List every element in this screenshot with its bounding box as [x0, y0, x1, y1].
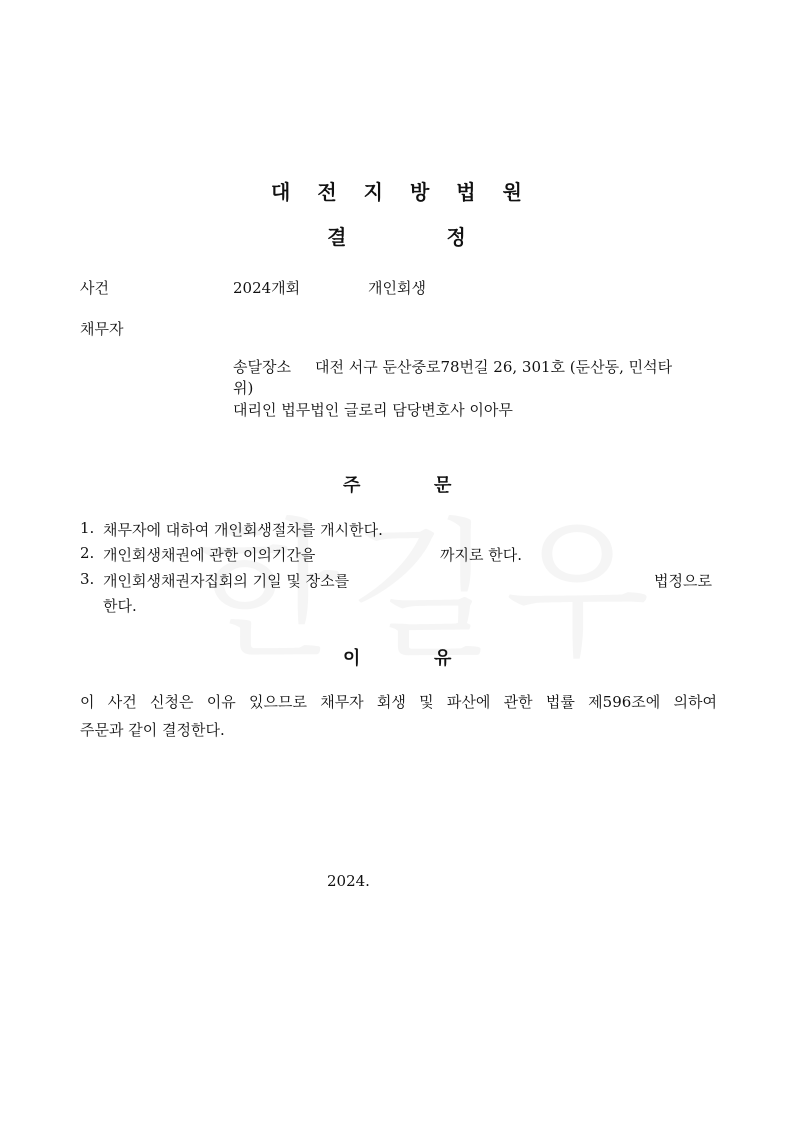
order-item-2-text-end: 까지로 한다. [440, 546, 522, 564]
order-item-2-text: 개인회생채권에 관한 이의기간을 [103, 546, 316, 564]
order-item-1-number: 1. [80, 519, 95, 537]
case-type: 개인회생 [368, 279, 426, 297]
order-item-2-number: 2. [80, 544, 95, 562]
address-line-2: 위) [233, 379, 254, 397]
debtor-agent: 대리인 법무법인 글로리 담당변호사 이아무 [233, 401, 513, 419]
order-item-3-text-end: 법정으로 [654, 572, 712, 590]
address-label: 송달장소 [233, 358, 291, 376]
order-heading-char-1: 주 [343, 475, 361, 496]
court-name: 대전지방법원 [271, 180, 549, 204]
case-label: 사건 [80, 279, 109, 297]
order-item-3-text-cont: 한다. [103, 597, 137, 615]
order-item-3-number: 3. [80, 570, 95, 588]
case-number: 2024개회 [233, 279, 301, 297]
reason-heading-char-2: 유 [434, 648, 452, 669]
document-title-char-2: 정 [446, 225, 466, 249]
order-item-1-text: 채무자에 대하여 개인회생절차를 개시한다. [103, 521, 383, 539]
reason-text-line-2: 주문과 같이 결정한다. [80, 721, 225, 739]
document-title-char-1: 결 [327, 225, 347, 249]
decision-date: 2024. [327, 872, 370, 890]
order-heading-char-2: 문 [434, 475, 452, 496]
document-title [0, 221, 793, 250]
debtor-label: 채무자 [80, 320, 124, 338]
address-line-1: 대전 서구 둔산중로78번길 26, 301호 (둔산동, 민석타 [315, 358, 673, 376]
reason-text-line-1: 이 사건 신청은 이유 있으므로 채무자 회생 및 파산에 관한 법률 제596조에 의하여 [80, 693, 717, 711]
order-item-3-text: 개인회생채권자집회의 기일 및 장소를 [103, 572, 350, 590]
reason-heading-char-1: 이 [343, 648, 361, 669]
